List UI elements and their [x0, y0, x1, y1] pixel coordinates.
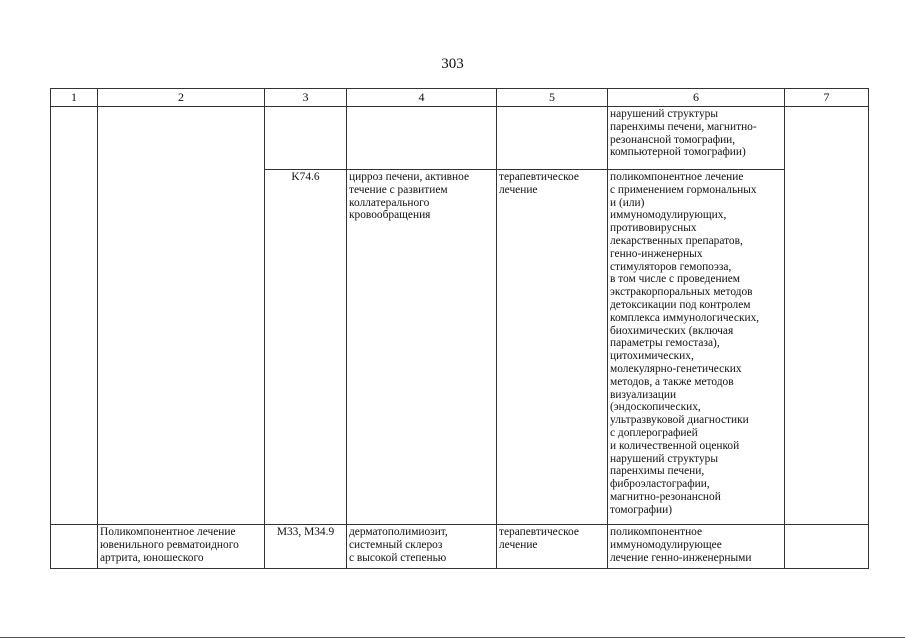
cell-treatment-method: нарушений структуры паренхимы печени, магнитно- резонансной томографии, компьютерной томографии) — [608, 107, 785, 170]
page-bottom-rule — [0, 637, 905, 638]
cell-treatment-type: терапевтическое лечение — [497, 170, 608, 525]
header-col-1: 1 — [51, 89, 98, 107]
header-col-4: 4 — [347, 89, 497, 107]
cell-col-1 — [51, 107, 98, 525]
cell-treatment-type: терапевтическое лечение — [497, 525, 608, 569]
cell-diagnosis: дерматополимиозит, системный склероз с высокой степенью — [347, 525, 497, 569]
cell-col-7 — [785, 525, 869, 569]
table-row — [51, 525, 869, 569]
page-number: 303 — [441, 56, 464, 72]
table-row — [51, 107, 869, 170]
header-col-6: 6 — [608, 89, 785, 107]
cell-diagnosis — [347, 107, 497, 170]
table-header-row — [51, 89, 869, 107]
header-col-7: 7 — [785, 89, 869, 107]
cell-treatment-method: поликомпонентное лечение с применением гормональных и (или) иммуномодулирующих, противовирусных лекарственных препаратов, генно-инженерных стимуляторов гемопоэза, в том числе с проведением экстракорпоральных методов детоксикации под контролем комплекса иммунологических, биохимических (включая параметры гемостаза), цитохимических, молекулярно-генетических методов, а также методов визуализации (эндоскопических, ультразвуковой диагностики с доплерографией и количественной оценкой нарушений структуры паренхимы печени, фиброэластографии, магнитно-резонансной томографии) — [608, 170, 785, 525]
cell-col-2 — [98, 107, 265, 525]
header-col-3: 3 — [265, 89, 347, 107]
cell-diagnosis: цирроз печени, активное течение с развитием коллатерального кровообращения — [347, 170, 497, 525]
cell-treatment-type — [497, 107, 608, 170]
cell-code — [265, 107, 347, 170]
header-col-2: 2 — [98, 89, 265, 107]
cell-col-1 — [51, 525, 98, 569]
header-col-5: 5 — [497, 89, 608, 107]
medical-care-table — [50, 88, 869, 569]
cell-treatment-method: поликомпонентное иммуномодулирующее лечение генно-инженерными — [608, 525, 785, 569]
cell-code: M33, M34.9 — [265, 525, 347, 569]
cell-care-type: Поликомпонентное лечение ювенильного ревматоидного артрита, юношеского — [98, 525, 265, 569]
cell-code: K74.6 — [265, 170, 347, 525]
cell-col-7 — [785, 107, 869, 525]
